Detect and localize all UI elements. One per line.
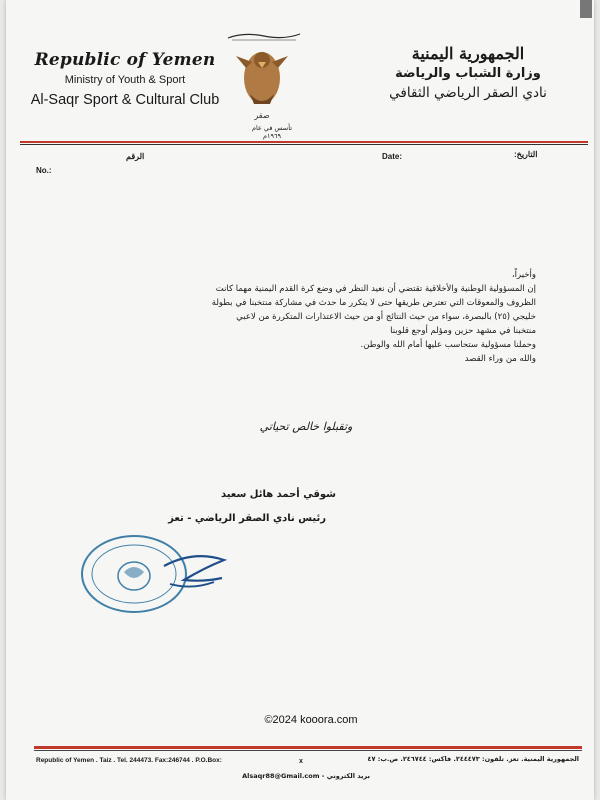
closing-salutation: وتقبلوا خالص تحياتي [259,420,353,433]
footer-arabic: الجمهورية اليمنية. تعز. تلفون: ٢٤٤٤٧٣. فاكس: ٢٤٦٧٤٤. ص.ب: ٤٧ [367,755,579,763]
letter-line: خليجي (٢٥) بالبصرة، سواء من حيث النتائج أو من حيث الاعتذارات المتكررة من لاعبي [236,312,536,322]
letter-line: والله من وراء القصد [464,354,536,364]
signatory-name: شوقي أحمد هائل سعيد [220,489,336,500]
founded-label: تأسس في عام ١٩٦٩م [251,124,293,140]
header-en-republic: Republic of Yemen [34,50,216,70]
header-ar-club: نادي الصقر الرياضي الثقافي [389,85,547,101]
watermark: ©2024 kooora.com [264,714,358,726]
letter-line: الظروف والمعوقات التي تعترض طريقها حتى لا يتكرر ما حدث في مشاركة منتخبنا في بطولة [211,298,536,308]
letter-line: وأخيراً، [511,270,536,280]
footer-english: Republic of Yemen . Taiz . Tel. 244473. Fax:246744 . P.O.Box: [36,757,222,764]
header-rule-red [20,141,588,143]
ref-label-ar: الرقم [126,152,145,161]
signature-stroke [164,556,224,581]
date-label-ar: التاريخ: [514,150,538,159]
letter-body [96,268,536,366]
footer-email: Alsaqr88@Gmail.com - بريد الكتروني [242,772,370,780]
header-en-club: Al-Saqr Sport & Cultural Club [30,92,220,108]
footer-rule-red [34,746,582,749]
number-label-en: No.: [36,166,52,175]
header-en-ministry: Ministry of Youth & Sport [64,74,186,86]
corner-mark [580,0,592,18]
footer-rule-black [34,750,582,751]
header-ar-ministry: وزارة الشباب والرياضة [395,66,541,81]
header-rule-black [20,144,588,145]
letter-page [6,0,594,800]
falcon-logo-icon [232,38,292,122]
header-ar-republic: الجمهورية اليمنية [411,44,525,63]
header-english [20,50,230,108]
signatory-title: رئيس نادي الصقر الرياضي - تعز [168,513,326,524]
header-arabic [358,44,578,101]
logo-text: صقر [254,111,270,120]
club-stamp-icon [74,520,234,620]
footer-x-mark: x [299,758,303,765]
date-label-en: Date: [382,152,403,161]
letter-line: منتخبنا في مشهد حزين ومؤلم أوجع قلوبنا [390,326,536,336]
letter-line: إن المسؤولية الوطنية والأخلاقية تقتضي أن نعيد النظر في وضع كرة القدم اليمنية مهما كانت [215,284,536,294]
letter-line: وحملنا مسؤولية ستحاسب عليها أمام الله والوطن. [360,340,536,350]
